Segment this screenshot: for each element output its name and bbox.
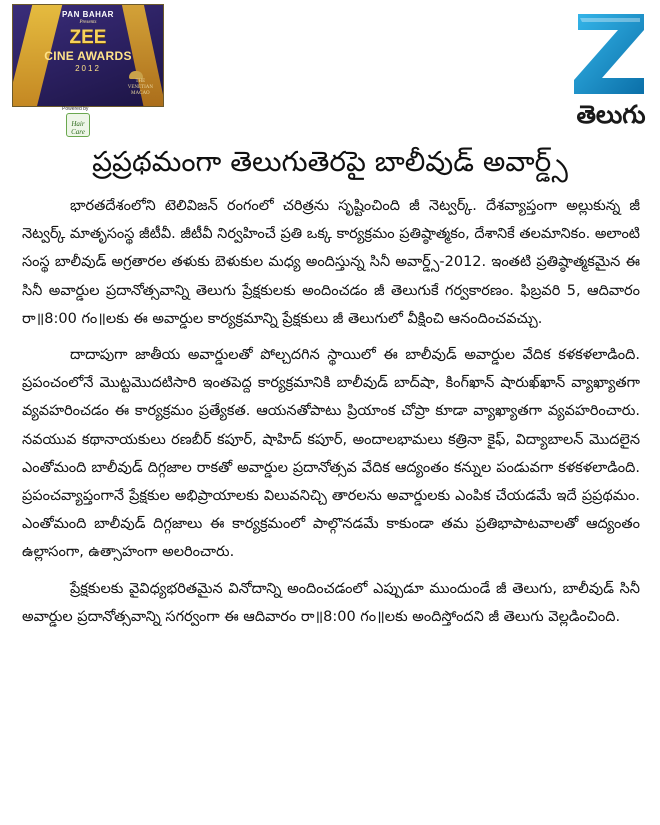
venetian-lion-icon <box>129 71 143 79</box>
partner-logo-text: Hair Care <box>71 120 85 136</box>
paragraph: దాదాపుగా జాతీయ అవార్డులతో పోల్చదగిన స్థాయిలో ఈ బాలీవుడ్ అవార్డుల వేదిక కళకళలాడింది. ప్రపంచంలోనే మొట్టమొదటిసారి ఇంతపెద్ద కార్యక్రమానికి బాలీవుడ్ బాద్‌షా, కింగ్‌ఖాన్ షారుఖ్‌ఖాన్ వ్యాఖ్యాతగా వ్యవహరించడం ఈ కార్యక్రమం ప్రత్యేకత. ఆయనతోపాటు ప్రియాంక చోప్రా కూడా వ్యాఖ్యాతగా వ్యవహరించారు. నవయువ కథానాయకులు రణబీర్ కపూర్, షాహిద్ కపూర్, అందాలభామలు కత్రినా కైఫ్, విద్యాబాలన్ మొదలైన ఎంతోమంది బాలీవుడ్ దిగ్గజాల రాకతో అవార్డుల ప్రదానోత్సవ వేదిక ఆద్యంతం కన్నుల పండువగా కళకళలాడింది. ప్రపంచవ్యాప్తంగానే ప్రేక్షకుల అభిప్రాయాలకు విలువనిచ్చి తారలను అవార్డులకు ఎంపిక చేయడమే ఇదే ప్రప్రథమం. ఎంతోమంది బాలీవుడ్ దిగ్గజాలు ఈ కార్యక్రమంలో పాల్గొనడమే కాకుండా తమ ప్రతిభాపాటవాలతో ఆద్యంతం ఉల్లాసంగా, ఉత్సాహంగా అలరించారు. <box>22 347 640 561</box>
presents-label: Presents <box>79 20 97 25</box>
sponsor-label: PAN BAHAR <box>62 10 114 19</box>
zee-z-icon <box>568 8 654 100</box>
powered-by-label: Powered by <box>62 106 89 112</box>
event-label: CINE AWARDS <box>44 49 132 63</box>
brand-label: ZEE <box>69 27 107 48</box>
article-title: ప్రప్రథమంగా తెలుగుతెరపై బాలీవుడ్ అవార్డ్స్ <box>92 145 568 178</box>
header <box>0 0 660 150</box>
zee-cine-awards-logo <box>12 4 164 107</box>
article-body <box>22 192 640 631</box>
paragraph: భారతదేశంలోని టెలివిజన్ రంగంలో చరిత్రను సృష్టించింది జీ నెట్వర్క్. దేశవ్యాప్తంగా అల్లుకున్న జీ నెట్వర్క్ మాతృసంస్థ జీటీవీ. జీటీవీ నిర్వహించే ప్రతి ఒక్క కార్యక్రమం ప్రతిష్ఠాత్మకం, దేశానికే తలమానికం. అలాంటి సంస్థ బాలీవుడ్ అగ్రతారల తళుకు బెళుకుల మధ్య అందిస్తున్న సినీ అవార్డ్స్-2012. ఇంతటి ప్రతిష్ఠాత్మకమైన ఈ సినీ అవార్డుల ప్రదానోత్సవాన్ని తెలుగు ప్రేక్షకులకు అందించడం జీ తెలుగుకే గర్వకారణం. ఫిబ్రవరి 5, ఆదివారం రా॥8:00 గం॥లకు ఈ అవార్డుల కార్యక్రమాన్ని ప్రేక్షకులు జీ తెలుగులో వీక్షించి ఆనందించవచ్చు. <box>22 198 640 327</box>
venue-label: THE VENETIAN MACAO <box>127 79 153 96</box>
year-label: 2012 <box>75 64 101 73</box>
partner-logo <box>66 113 90 137</box>
channel-label: తెలుగు <box>576 100 646 129</box>
paragraph: ప్రేక్షకులకు వైవిధ్యభరితమైన వినోదాన్ని అందించడంలో ఎప్పుడూ ముందుండే జీ తెలుగు, బాలీవుడ్ సినీ అవార్డుల ప్రదానోత్సవాన్ని సగర్వంగా ఈ ఆదివారం రా॥8:00 గం॥లకు అందిస్తోందని జీ తెలుగు వెల్లడించింది. <box>22 580 640 625</box>
zee-telugu-logo <box>568 8 654 142</box>
